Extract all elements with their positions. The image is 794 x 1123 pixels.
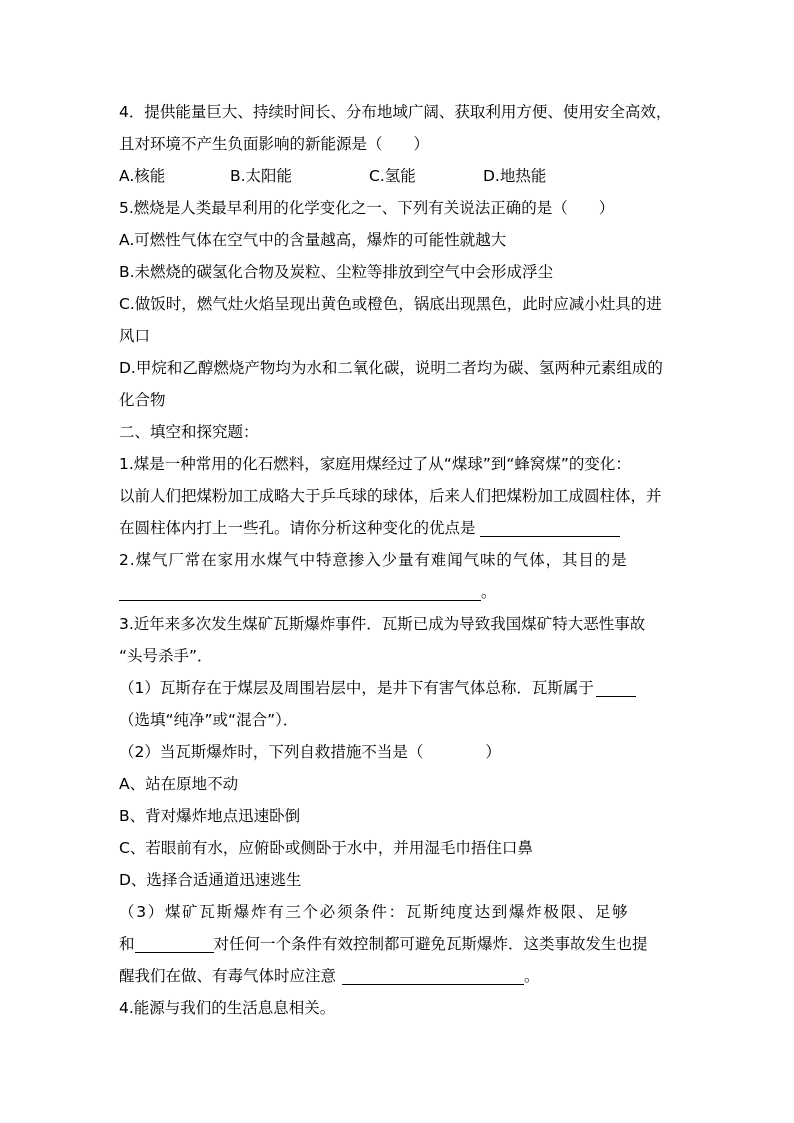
p4-line1: 4.能源与我们的生活息息相关。 [119, 999, 336, 1017]
q5-option-d-line2: 化合物 [119, 391, 166, 409]
q5-option-c-line1: C.做饭时，燃气灶火焰呈现出黄色或橙色，锅底出现黑色，此时应减小灶具的进 [119, 295, 662, 313]
q5-option-c-line2: 风口 [119, 327, 151, 345]
p3-s2-option-c: C、若眼前有水，应俯卧或侧卧于水中，并用湿毛巾捂住口鼻 [119, 839, 533, 857]
q4-option-b: B.太阳能 [230, 167, 293, 185]
q4-option-d: D.地热能 [483, 167, 547, 185]
p3-s3-line2-post: 对任何一个条件有效控制都可避免瓦斯爆炸．这类事故发生也提 [213, 935, 648, 953]
p3-s1-line1 [119, 672, 679, 704]
q5-stem: 5.燃烧是人类最早利用的化学变化之一、下列有关说法正确的是（ ） [119, 199, 615, 217]
p3-line2: “头号杀手”． [119, 647, 213, 665]
document-content [119, 96, 679, 1024]
p1-line3 [119, 512, 679, 544]
p1-answer-blank[interactable] [480, 520, 620, 537]
p3-s3-line3 [119, 960, 679, 992]
q5-option-d-line1: D.甲烷和乙醇燃烧产物均为水和二氧化碳，说明二者均为碳、氢两种元素组成的 [119, 359, 663, 377]
p1-line2: 以前人们把煤粉加工成略大于乒乓球的球体，后来人们把煤粉加工成圆柱体，并 [119, 487, 662, 505]
p1-line1: 1.煤是一种常用的化石燃料，家庭用煤经过了从“煤球”到“蜂窝煤”的变化： [119, 455, 631, 473]
q4-option-a: A.核能 [119, 167, 166, 185]
p3-s2-option-d: D、选择合适通道迅速逃生 [119, 871, 302, 889]
p2-answer-blank[interactable] [119, 584, 481, 601]
p3-s3-line2-pre: 和 [119, 935, 135, 953]
p3-s2-option-a: A、站在原地不动 [119, 775, 239, 793]
p3-s3-blank-2[interactable] [342, 968, 524, 985]
q4-stem-line1: 4．提供能量巨大、持续时间长、分布地域广阔、获取利用方便、使用安全高效， [119, 103, 672, 121]
p3-s3-line2 [119, 928, 679, 960]
p3-s3-line3-end: 。 [524, 967, 540, 985]
p2-line2 [119, 576, 679, 608]
q5-option-b: B.未燃烧的碳氢化合物及炭粒、尘粒等排放到空气中会形成浮尘 [119, 263, 554, 281]
q5-option-a: A.可燃性气体在空气中的含量越高，爆炸的可能性就越大 [119, 231, 507, 249]
p1-line3-text: 在圆柱体内打上一些孔。请你分析这种变化的优点是 [119, 519, 476, 537]
q4-options [119, 160, 679, 192]
p3-s1-line2: （选填“纯净”或“混合”）． [119, 711, 299, 729]
p3-s3-line1: （3）煤矿瓦斯爆炸有三个必须条件：瓦斯纯度达到爆炸极限、足够 [119, 903, 630, 921]
section-2-title: 二、填空和探究题： [119, 423, 259, 441]
q4-stem-line2: 且对环境不产生负面影响的新能源是（ ） [119, 135, 430, 153]
p3-s1-text: （1）瓦斯存在于煤层及周围岩层中，是井下有害气体总称．瓦斯属于 [119, 679, 594, 697]
p2-line1: 2.煤气厂常在家用水煤气中特意掺入少量有难闻气味的气体，其目的是 [119, 551, 628, 569]
p3-s1-blank[interactable] [596, 680, 636, 697]
p3-s2-option-b: B、背对爆炸地点迅速卧倒 [119, 807, 301, 825]
p2-end: 。 [481, 583, 497, 601]
q4-option-c: C.氢能 [369, 167, 416, 185]
p3-s3-blank-1[interactable] [135, 936, 214, 953]
p3-s2-stem: （2）当瓦斯爆炸时，下列自救措施不当是（ ） [119, 743, 501, 761]
p3-s3-line3-pre: 醒我们在做、有毒气体时应注意 [119, 967, 337, 985]
p3-line1: 3.近年来多次发生煤矿瓦斯爆炸事件．瓦斯已成为导致我国煤矿特大恶性事故 [119, 615, 646, 633]
